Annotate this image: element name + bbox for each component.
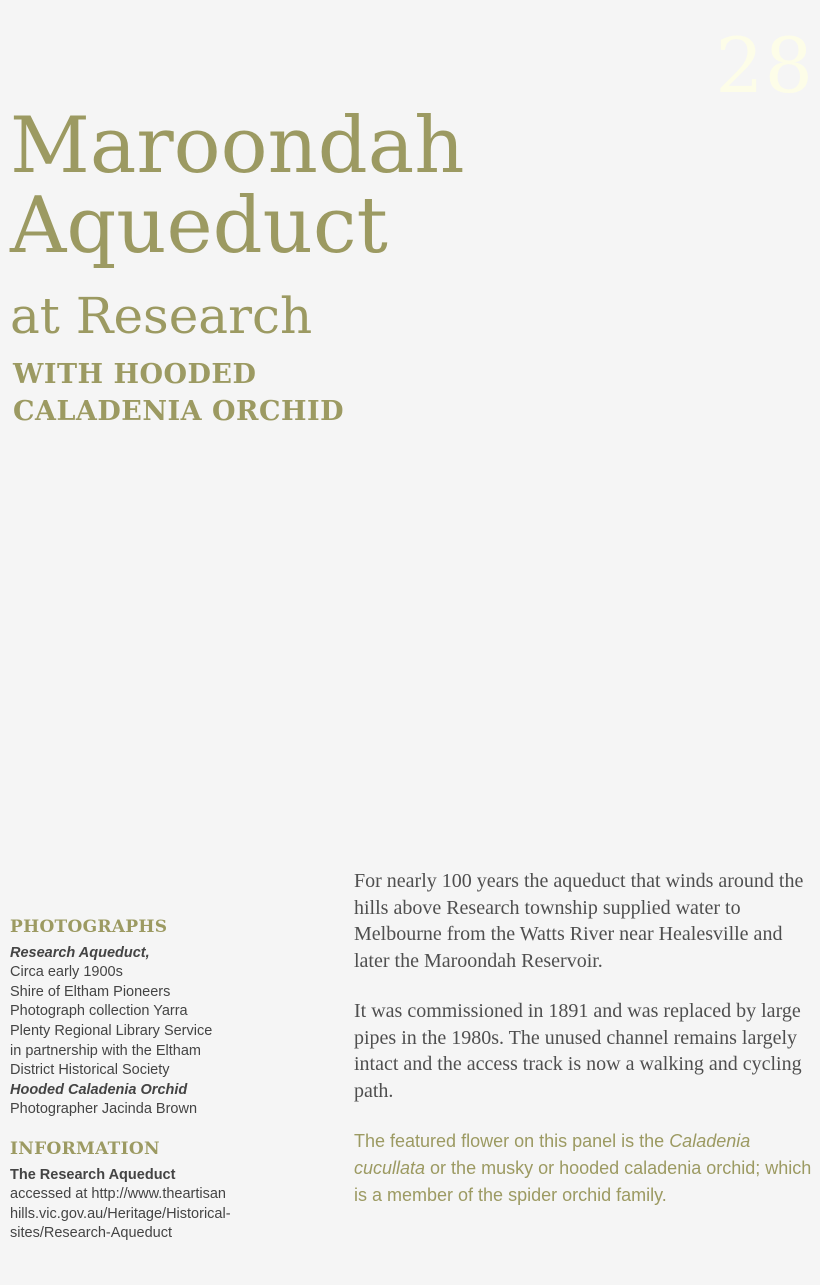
photo-credit-1-line: Photograph collection Yarra: [10, 1003, 188, 1020]
body-text: [354, 868, 814, 1233]
body-paragraph-3-end: or the musky or hooded caladenia orchid; which is a member of the spider orchid family.: [354, 1158, 812, 1205]
kicker-heading: [13, 356, 433, 430]
photo-credit-1-line: in partnership with the Eltham: [10, 1042, 202, 1059]
credits-column: [10, 918, 260, 1244]
information-heading: INFORMATION: [10, 1138, 160, 1159]
information-line: hills.vic.gov.au/Heritage/Historical-: [10, 1205, 231, 1222]
kicker-line-1: WITH HOODED: [13, 359, 257, 390]
photographs-heading: PHOTOGRAPHS: [10, 917, 168, 937]
information-title: The Research Aqueduct: [10, 1166, 176, 1183]
page-title: [10, 101, 465, 271]
page-title-line-2: Aqueduct: [10, 181, 388, 271]
photo-credit-2-line: Photographer Jacinda Brown: [10, 1101, 198, 1118]
body-paragraph-2: It was commissioned in 1891 and was replaced by large pipes in the 1980s. The unused channel remains largely intact and the access track is now a walking and cycling path.: [354, 1000, 802, 1102]
photo-credit-2-title: Hooded Caladenia Orchid: [10, 1081, 188, 1098]
page-subtitle: at Research: [10, 287, 313, 345]
information-line: sites/Research-Aqueduct: [10, 1225, 172, 1242]
photo-credit-1-line: Circa early 1900s: [10, 964, 123, 981]
photo-credit-1-line: District Historical Society: [10, 1062, 170, 1079]
information-line: accessed at http://www.theartisan: [10, 1186, 226, 1203]
species-name: Caladenia cucullata: [354, 1131, 751, 1178]
page-title-line-1: Maroondah: [10, 101, 465, 191]
kicker-line-2: CALADENIA ORCHID: [13, 396, 345, 427]
body-paragraph-3-start: The featured flower on this panel is the: [354, 1131, 670, 1151]
photo-credit-1-title: Research Aqueduct,: [10, 944, 150, 961]
photo-credit-1-line: Shire of Eltham Pioneers: [10, 983, 171, 1000]
body-paragraph-1: For nearly 100 years the aqueduct that winds around the hills above Research township supplied water to Melbourne from the Watts River near Healesville and later the Maroondah Reservoir.: [354, 870, 804, 972]
photo-credit-1-line: Plenty Regional Library Service: [10, 1022, 213, 1039]
body-paragraph-3: [354, 1128, 814, 1209]
page-number: 28: [715, 21, 814, 110]
